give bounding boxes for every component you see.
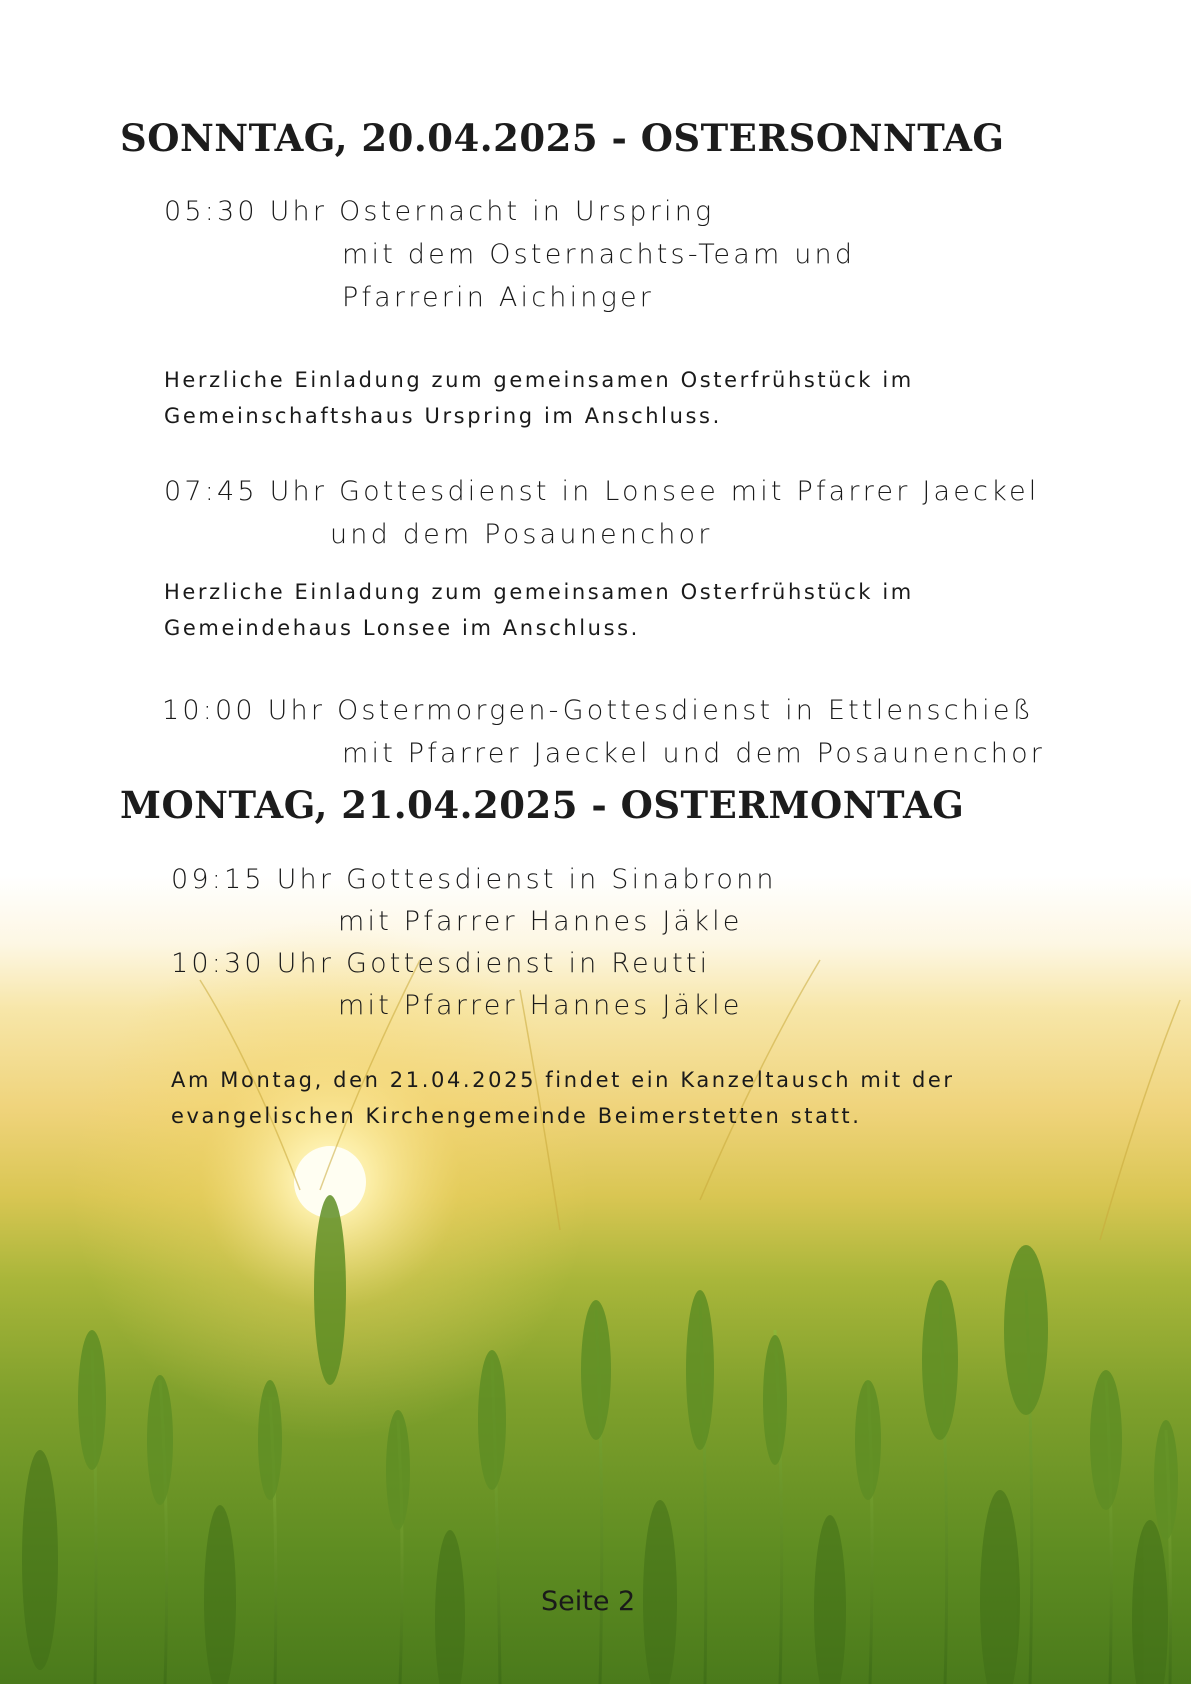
pulpit-exchange-note: evangelischen Kirchengemeinde Beimerstetten statt.	[171, 1104, 862, 1128]
service-detail-line: mit Pfarrer Hannes Jäkle	[338, 906, 743, 937]
service-detail-line: mit dem Osternachts-Team und	[342, 239, 856, 270]
service-time-1030: 10:30 Uhr Gottesdienst in Reutti	[171, 948, 711, 979]
service-time-0530: 05:30 Uhr Osternacht in Urspring	[164, 196, 715, 227]
pulpit-exchange-note: Am Montag, den 21.04.2025 findet ein Kanzeltausch mit der	[171, 1068, 955, 1092]
service-detail-line: und dem Posaunenchor	[330, 519, 713, 550]
section-heading-ostermontag: MONTAG, 21.04.2025 - OSTERMONTAG	[120, 783, 965, 827]
invitation-note: Gemeinschaftshaus Urspring im Anschluss.	[164, 404, 722, 428]
service-time-0915: 09:15 Uhr Gottesdienst in Sinabronn	[171, 864, 777, 895]
service-detail-line: mit Pfarrer Hannes Jäkle	[338, 990, 743, 1021]
section-heading-ostersonntag: SONNTAG, 20.04.2025 - OSTERSONNTAG	[120, 116, 1005, 160]
invitation-note: Gemeindehaus Lonsee im Anschluss.	[164, 616, 640, 640]
invitation-note: Herzliche Einladung zum gemeinsamen Osterfrühstück im	[164, 580, 914, 604]
service-time-0745: 07:45 Uhr Gottesdienst in Lonsee mit Pfarrer Jaeckel	[164, 476, 1040, 507]
service-detail-line: mit Pfarrer Jaeckel und dem Posaunenchor	[342, 738, 1046, 769]
page-number: Seite 2	[541, 1586, 636, 1617]
invitation-note: Herzliche Einladung zum gemeinsamen Osterfrühstück im	[164, 368, 914, 392]
service-detail-line: Pfarrerin Aichinger	[342, 282, 655, 313]
service-time-1000: 10:00 Uhr Ostermorgen-Gottesdienst in Ettlenschieß	[162, 695, 1035, 726]
